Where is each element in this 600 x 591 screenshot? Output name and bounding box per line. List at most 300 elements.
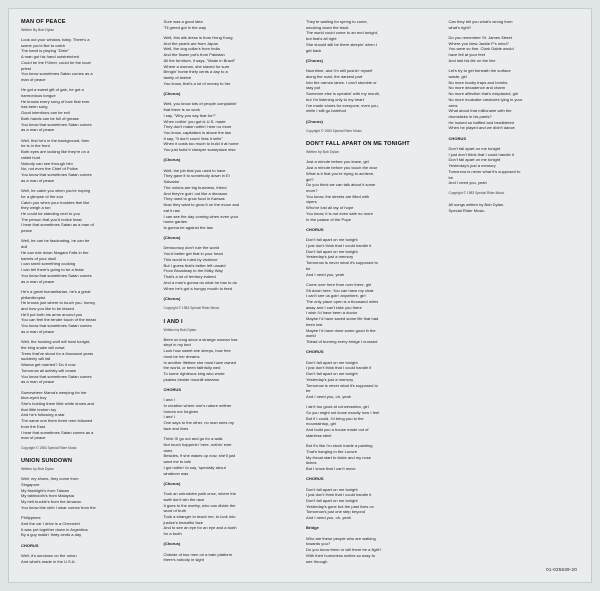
- section-label: Bridge: [306, 525, 319, 531]
- lyric-line: I just don't think that I could handle it: [306, 492, 372, 498]
- lyric-line: Let's try to get beneath the surface: [448, 68, 511, 74]
- lyric-line: the king snake will crawl: [21, 344, 65, 350]
- lyric-line: family of twelve: [163, 75, 192, 81]
- section-label: CHORUS: [21, 542, 39, 548]
- lyric-line: Not much happenin' here, nothin' ever: [163, 441, 232, 447]
- lyric-line: have fell at your feet: [448, 52, 485, 58]
- lyric-line: suddenly will fall: [21, 356, 51, 362]
- lyric-line: You know, that's a lot of money to her: [163, 80, 231, 86]
- lyric-line: And I need you, yeah: [448, 180, 487, 186]
- lyric-line: Been so long since a strange woman has: [163, 336, 238, 342]
- lyric-line: Do you remember St. James Street: [448, 34, 512, 40]
- lyric-line: You know that sometimes Satan comes: [21, 121, 92, 127]
- lyric-line: there's nobody in sight: [163, 557, 204, 563]
- lyric-line: They gave it to somebody down in El: [163, 173, 230, 179]
- lyric-line: Both hands can be full of grease: [21, 115, 80, 121]
- copyright-line: Copyright © 1983 Special Rider Music: [448, 190, 505, 195]
- lyric-line: Yesterday's gone but the past lives on: [306, 503, 374, 509]
- copyright-line: Copyright © 1983 Special Rider Music: [306, 128, 362, 133]
- lyric-line: I can't see us goin' anywhere, girl: [306, 293, 366, 299]
- lyric-line: be: [306, 265, 311, 271]
- lyric-line: Tomorrow's just one step beyond: [306, 509, 366, 515]
- lyric-line: Don't fall apart on me tonight: [306, 371, 358, 377]
- lyric-line: slept in my bed: [163, 342, 191, 348]
- lyric-line: Well, the job that you used to have: [163, 167, 226, 173]
- lyric-line: home garden: [163, 219, 188, 225]
- lyric-line: And the car I drive is a Chevrolet: [21, 520, 80, 526]
- lyric-line: I can see the day coming when even your: [163, 213, 239, 219]
- lyric-line: All the furniture, it says, "Made in Brazil": [163, 57, 236, 63]
- lyric-line: eat it raw: [163, 207, 180, 213]
- lyric-line: Both eyes are looking like they're on a: [21, 149, 90, 155]
- lyric-line: You know, it is not even safe no more: [306, 210, 373, 216]
- section-label: CHORUS: [306, 226, 324, 232]
- liner-notes-page: [8, 8, 592, 583]
- lyric-line: Where you blew Jackie P's mind?: [448, 40, 509, 46]
- lyric-line: Well, you know lots of people complainin': [163, 101, 238, 107]
- lyric-line: My throat start to tickle and my nose: [306, 454, 372, 460]
- lyric-line: They used to grow food in Kansas: [163, 196, 225, 202]
- lyric-line: Tomorrow all activity will cease: [21, 367, 77, 373]
- lyric-line: You know sometimes Satan comes as a: [21, 71, 93, 77]
- lyric-line: My flashlight's from Taiwan: [21, 487, 70, 493]
- lyric-line: And build you a house made out of: [306, 427, 369, 433]
- lyric-line: No more decadence and charm: [448, 85, 506, 91]
- lyric-line: Well, my shoes, they come from: [21, 476, 79, 482]
- lyric-line: When nothin' you got is U.S. made: [163, 118, 226, 124]
- lyric-line: 'Stead of burning every bridge I crossed: [306, 339, 378, 345]
- lyric-line: Don't fall apart on me tonight: [306, 237, 358, 243]
- lyric-line: That's hanging in the Louvre: [306, 448, 357, 454]
- lyric-line: When he played and we didn't dance: [448, 125, 515, 131]
- lyric-line: whatever was: [163, 470, 189, 476]
- lyric-line: And I need you, oh, yeah: [306, 394, 351, 399]
- lyric-line: Democracy don't rule the world: [163, 245, 220, 251]
- lyric-line: towards you?: [306, 541, 331, 547]
- lyric-line: A man got his hand outstretched: [21, 54, 80, 60]
- lyric-line: smoking down the track: [306, 24, 349, 30]
- lyrics-columns: [21, 19, 579, 567]
- lyric-line: that little broken toy: [21, 406, 57, 412]
- lyric-stanza: [21, 238, 152, 284]
- copyright-line: Copyright © 1983 Special Rider Music: [163, 306, 220, 311]
- lyric-line: see through: [306, 558, 328, 564]
- lyric-line: I wish I'd have been a doctor: [306, 310, 358, 316]
- lyric-line: Yesterday's just a memory: [448, 163, 496, 169]
- lyric-line: Think I'll go out and go for a walk: [163, 436, 223, 442]
- lyric-line: I and I: [163, 414, 175, 420]
- lyric-line: And to see an eye for an eye and a tooth: [163, 525, 237, 531]
- lyric-line: They're waiting for spring to come,: [306, 19, 368, 24]
- lyric-line: he is in the front: [21, 143, 50, 149]
- lyric-stanza: [21, 289, 152, 335]
- lyric-line: But it's like I'm stuck inside a painting: [306, 443, 373, 449]
- lyric-line: And laid his life on the line: [448, 57, 496, 63]
- lyric-line: be: [306, 388, 311, 394]
- lyric-stanza: [164, 397, 295, 431]
- lyric-stanza: [164, 168, 295, 231]
- lyric-line: Took an untrodden path once, where the: [163, 491, 236, 497]
- lyric-line: To some righteous king who wrote: [163, 371, 225, 377]
- lyric-line: He's a great humanitarian, he's a great: [21, 288, 91, 294]
- lyric-line: Tomorrow is never what it's supposed to: [448, 168, 521, 174]
- lyric-line: justice's beautiful face: [163, 519, 203, 525]
- lyric-line: Come over here from over there, girl: [306, 281, 372, 287]
- lyric-line: Noontime, and I'm still pushin' myself: [306, 68, 373, 74]
- catalog-number: 01-025539-20: [545, 567, 577, 572]
- lyric-stanza: [306, 360, 437, 400]
- lyric-line: Who are these people who are walking: [306, 535, 376, 541]
- lyric-line: He knows every song of love that ever: [21, 98, 90, 104]
- lyric-line: Well, first he's in the background, then: [21, 137, 90, 143]
- lyric-line: I've made shoes for everyone, even you,: [306, 102, 379, 108]
- lyric-line: peace: [21, 228, 33, 234]
- lyric-line: With their humorless smiles so easy to: [306, 552, 376, 558]
- song-title: DON'T FALL APART ON ME TONIGHT: [306, 141, 410, 148]
- lyric-line: and how you like to be kissed: [21, 305, 74, 311]
- lyric-line: stainless steel: [306, 432, 332, 438]
- lyric-stanza: [21, 87, 152, 133]
- lyric-line: stay put: [306, 85, 321, 91]
- lyric-line: that there is no work: [163, 107, 200, 113]
- lyric-line: But I know that I can't move: [306, 466, 356, 472]
- lyric-line: I just don't think that I could handle it: [306, 242, 372, 248]
- lyric-line: away and I can't take you there: [306, 304, 362, 310]
- lyric-line: Good intentions can be evil: [21, 110, 70, 116]
- lyric-line: And the flower pot's from Pakistan: [163, 52, 225, 58]
- lyric-line: Now they want to grow it on the moon and: [163, 202, 240, 208]
- lyric-stanza: [449, 202, 580, 213]
- section-label: (Chorus): [306, 118, 323, 124]
- lyric-line: but that's all right: [306, 36, 337, 42]
- lyric-line: When he's got a hungry mouth to feed: [163, 285, 232, 291]
- lyric-line: And they're goin' out like a dinosaur: [163, 190, 228, 196]
- lyric-line: face and lives: [163, 425, 189, 431]
- section-label: (Chorus): [163, 91, 181, 97]
- section-label: (Chorus): [306, 57, 323, 63]
- section-label: (Chorus): [163, 235, 181, 241]
- lyric-line: One says to the other, no man sees my: [163, 420, 234, 426]
- lyric-line: Don't fall apart on me tonight: [306, 248, 358, 254]
- lyric-line: You know, capitalism is above the law: [163, 129, 232, 135]
- lyric-line: Someone else is speakin' with my mouth,: [306, 91, 381, 97]
- lyric-stanza: [449, 35, 580, 64]
- lyric-stanza: [164, 436, 295, 476]
- lyric-line: No more mudcake creatures lying in your: [448, 96, 523, 102]
- lyric-line: You can feel the tender touch of the beast: [21, 317, 96, 323]
- lyric-line: as a man of peace: [21, 328, 55, 334]
- lyric-line: The unions are big business, friend: [163, 184, 227, 190]
- lyric-stanza: [306, 68, 437, 114]
- lyric-stanza: [21, 138, 152, 184]
- lyric-line: Who've lost all ray of hope: [306, 205, 354, 211]
- lyric-line: Sure was a good idea: [163, 19, 203, 24]
- lyric-line: Wanna get married? Do it now: [21, 362, 76, 368]
- lyric-stanza: [306, 282, 437, 345]
- lyric-line: Look how sweet she sleeps, how free: [163, 348, 231, 354]
- lyric-line: itches: [306, 460, 317, 466]
- lyric-stanza: [306, 237, 437, 277]
- lyric-line: as a man of peace: [21, 278, 55, 284]
- lyric-line: What about that millionaire with the: [448, 108, 512, 114]
- lyric-line: So you might not know exactly how I feel: [306, 409, 380, 415]
- lyric-line: want me to talk: [163, 459, 191, 465]
- lyric-line: Philippines: [21, 515, 41, 521]
- lyric-line: as a man of peace: [21, 379, 55, 385]
- lyric-line: get back: [306, 47, 322, 53]
- lyric-line: as a man of peace: [21, 177, 55, 183]
- lyric-line: dull: [21, 244, 28, 250]
- lyric-line: He can ride down Niagara Falls in the: [21, 249, 89, 255]
- lyric-line: along the road, the darkest part: [306, 73, 363, 79]
- lyric-line: I say, "Why you say that for?": [163, 112, 217, 118]
- lyric-line: Well, the howling wolf will howl tonight,: [21, 339, 91, 345]
- lyric-line: That's a lot of territory indeed: [163, 274, 216, 280]
- lyric-line: philanthropist: [21, 294, 46, 300]
- lyric-line: Maybe I'd have done some good in the: [306, 327, 376, 333]
- lyric-line: Tomorrow is never what it's supposed to: [306, 260, 378, 266]
- lyric-line: Nobody can see through him: [21, 160, 73, 166]
- lyric-line: In another lifetime she must have owned: [163, 359, 237, 365]
- lyric-line: You know that sometimes Satan comes: [21, 272, 92, 278]
- lyric-line: but I'm listening only to my heart: [306, 96, 364, 102]
- lyric-line: for a glimpse of the sun: [21, 193, 64, 199]
- lyric-line: I hear that sometimes Satan comes as a: [21, 429, 94, 435]
- lyric-line: Outside of two men on a train platform: [163, 551, 233, 557]
- lyric-stanza: [21, 515, 152, 538]
- lyric-line: I can tell there's going to be a feast: [21, 267, 84, 273]
- lyric-stanza: [306, 443, 437, 472]
- lyric-line: He'll put both his arms around you: [21, 311, 83, 317]
- song-title: UNION SUNDOWN: [21, 458, 73, 465]
- lyric-line: The same one them three men followed: [21, 418, 93, 424]
- song-title: I AND I: [163, 318, 183, 325]
- lyric-line: Don't fall apart on me tonight: [306, 498, 358, 504]
- lyric-line: No more affection that's misplaced, girl: [448, 91, 519, 97]
- lyric-line: From Broadway to the Milky Way: [163, 268, 223, 274]
- lyric-line: drumsticks in his pants?: [448, 114, 492, 120]
- lyric-line: Don't fall apart on me tonight: [306, 359, 358, 365]
- lyric-line: My belt buckle's from the Amazon: [21, 499, 82, 505]
- lyric-line: swift don't win the race: [163, 496, 205, 502]
- lyric-line: Could be the Führer, could be the local: [21, 59, 91, 65]
- lyric-line: Can they tell you what's wrong from: [448, 19, 513, 24]
- lyric-line: Just a minute before you touch the door: [306, 165, 378, 171]
- lyric-line: She should still be there sleepin' when I: [306, 41, 377, 47]
- lyric-line: You know that sometimes Satan comes: [21, 172, 92, 178]
- lyric-stanza: [21, 476, 152, 510]
- section-label: CHORUS: [306, 349, 324, 355]
- lyric-stanza: [449, 68, 580, 131]
- lyric-line: No, not even the Chief of Police: [21, 166, 78, 172]
- lyric-line: waste, girl: [448, 73, 467, 79]
- lyric-line: man of peace: [21, 435, 46, 441]
- lyric-stanza: [306, 404, 437, 438]
- lyric-line: Salvador: [163, 179, 180, 185]
- lyric-line: Well, the dog collar's from India: [163, 46, 220, 52]
- lyric-line: Yesterday's just a memory: [306, 254, 354, 260]
- song-credit: Written By Bob Dylan: [21, 27, 55, 32]
- lyric-line: When it costs too much to build it at home: [163, 141, 239, 147]
- section-label: CHORUS: [306, 476, 324, 482]
- lyric-line: You know that sometimes Satan comes: [21, 323, 92, 329]
- lyric-line: He could be standing next to you: [21, 210, 80, 216]
- lyric-line: Maybe I'd have saved some life that had: [306, 316, 379, 322]
- lyric-line: And the pearls are from Japan: [163, 40, 218, 46]
- lyric-line: Do you think we can talk about it some: [306, 182, 376, 188]
- lyric-line: more?: [306, 188, 318, 193]
- lyric-line: And I need you, yeah: [306, 271, 345, 277]
- lyric-line: Besides, if she wakes up now, she'll just: [163, 453, 236, 459]
- lyric-line: It was put together down in Argentina: [21, 526, 88, 532]
- lyric-line: But I guess that's better left unsaid: [163, 262, 226, 268]
- song: [21, 19, 152, 450]
- lyric-line: The only place open is a thousand miles: [306, 298, 379, 304]
- lyric-line: arms: [448, 102, 458, 108]
- lyric-line: has been sung: [21, 104, 48, 110]
- lyric-line: The world could come to an end tonight,: [306, 30, 378, 36]
- lyric-line: Sit down here. You can have my chair: [306, 287, 374, 293]
- lyric-line: Into the narrow lanes. I can't stumble or: [306, 79, 377, 85]
- lyric-line: They don't make nothin' here no more: [163, 124, 232, 130]
- song-credit: Written by Bob Dylan: [21, 467, 54, 472]
- lyric-line: Don't fall apart on me tonight: [448, 145, 501, 151]
- lyric-stanza: [21, 339, 152, 385]
- lyric-line: man of peace: [21, 77, 46, 83]
- lyric-line: what's right?: [448, 24, 472, 30]
- lyric-line: Catch you when your troubles feel like: [21, 199, 90, 205]
- lyric-stanza: [21, 188, 152, 234]
- section-label: CHORUS: [448, 135, 467, 141]
- lyric-line: Somewhere Mama's weeping for her: [21, 389, 87, 395]
- lyric-stanza: [164, 101, 295, 153]
- lyric-line: Do you know them or will there be a fight?: [306, 547, 382, 553]
- lyric-line: And I need you, oh, yeah: [306, 515, 351, 521]
- lyric-line: You know that sometimes Satan comes: [21, 373, 92, 379]
- lyric-line: And what's made in the U.S.A.: [21, 558, 76, 564]
- lyric-line: And he's following a star: [21, 412, 65, 418]
- lyric-line: I just don't think that I could handle it: [448, 151, 514, 157]
- lyric-line: while I still go barefoot: [306, 108, 347, 114]
- lyric-line: It say, "It don't count 'less it sells": [163, 135, 223, 141]
- lyric-line: It goes to the worthy, who can divide the: [163, 502, 236, 508]
- lyric-line: from the East: [21, 423, 46, 429]
- song-title: MAN OF PEACE: [21, 19, 66, 25]
- lyric-line: In the palace of the Pope: [306, 216, 351, 222]
- lyric-line: Special Rider Music.: [448, 208, 486, 213]
- lyric-line: And a man's gonna do what he has to do: [163, 279, 237, 285]
- song-credit: Written by Bob Dylan: [306, 150, 339, 155]
- section-label: (Chorus): [163, 295, 181, 301]
- lyric-line: This world is ruled by violence: [163, 256, 218, 262]
- lyric-line: Look out your window, baby. There's a: [21, 36, 90, 42]
- lyric-line: Well, he can be fascinating, he can be: [21, 238, 90, 244]
- lyric-line: mountaintop, girl: [306, 421, 336, 427]
- lyric-line: I hear that sometimes Satan as a man of: [21, 222, 94, 228]
- lyric-line: Bringin' home thirty cents a day to a: [163, 69, 228, 75]
- lyric-line: Well, this silk dress is from Hong Kong: [163, 34, 233, 40]
- lyric-line: blue-eyed boy: [21, 395, 47, 401]
- lyric-line: What is it that you're trying to achieve,: [306, 170, 375, 176]
- lyric-line: harmonious tongue: [21, 93, 56, 99]
- lyric-line: By a guy makin' thirty cents a day: [21, 532, 82, 538]
- lyric-line: word of truth: [163, 508, 186, 514]
- lyric-line: Where a woman, she slaved for sure: [163, 63, 230, 69]
- lyric-line: You just build it cheaper someplace else: [163, 147, 236, 153]
- lyric-line: Well, it's sundown on the union: [21, 552, 77, 558]
- lyric-line: You'd better get that in your head: [163, 251, 223, 257]
- lyric-line: He knows just where to touch you, honey,: [21, 300, 96, 306]
- lyric-line: they weigh a ton: [21, 205, 51, 211]
- copyright-line: Copyright © 1983 Special Rider Music: [21, 445, 77, 450]
- lyric-stanza: [306, 159, 437, 222]
- lyric-line: The person that you'd notice least: [21, 216, 82, 222]
- lyric-line: rabbit hunt: [21, 154, 41, 160]
- lyric-line: Singapore: [21, 481, 40, 487]
- song-credit: Written by Bob Dylan: [163, 327, 197, 332]
- lyric-stanza: [164, 337, 295, 383]
- lyric-line: 'Til greed got in the way: [163, 24, 206, 30]
- lyric-line: Don't fall apart on me tonight: [306, 486, 358, 492]
- lyric-line: the world, or been faithfully wed: [163, 365, 221, 371]
- lyric-line: I can smell something cooking: [21, 261, 76, 267]
- lyric-line: honors nor forgives: [163, 408, 199, 414]
- lyric-line: for a tooth: [163, 531, 182, 537]
- section-label: (Chorus): [163, 480, 181, 486]
- lyric-line: priest: [21, 65, 31, 71]
- lyric-line: Yesterday's just a memory: [306, 376, 354, 382]
- lyric-line: You know this shirt I wear comes from the: [21, 504, 96, 510]
- lyric-line: I and I: [163, 397, 175, 403]
- lyric-line: My tablecloth's from Malaysia: [21, 493, 74, 499]
- lyric-line: vipers: [306, 199, 317, 205]
- lyric-line: In creation where one's nature neither: [163, 403, 232, 408]
- lyric-line: does: [163, 447, 173, 453]
- lyric-line: I ain't too good at conversation, girl: [306, 404, 369, 410]
- lyric-stanza: [21, 37, 152, 83]
- lyric-line: Tomorrow is never what it's supposed to: [306, 382, 378, 388]
- section-label: (Chorus): [163, 157, 181, 163]
- lyric-line: All songs written by Bob Dylan.: [448, 202, 505, 208]
- lyric-line: been lost: [306, 321, 323, 327]
- lyric-stanza: [449, 146, 580, 186]
- lyric-line: I just don't think that I could handle it: [306, 365, 372, 371]
- lyric-line: But if I could, I'd bring you to the: [306, 415, 364, 421]
- lyric-line: scene you'd like to catch: [21, 42, 65, 48]
- lyric-stanza: [164, 491, 295, 537]
- lyric-line: Is gonna be against the law: [163, 225, 213, 230]
- lyric-line: Just a minute before you leave, girl: [306, 159, 369, 165]
- lyric-line: I got nothin' to say, 'specially about: [163, 464, 226, 470]
- lyric-line: He got a sweet gift of gab, he got a: [21, 87, 84, 93]
- lyric-stanza: [21, 390, 152, 442]
- lyric-line: as a man of peace: [21, 127, 55, 133]
- lyric-line: Trees that've stood for a thousand years: [21, 350, 94, 356]
- lyric-line: Don't fall apart on me tonight: [448, 157, 501, 163]
- lyric-line: Well, he catch you when you're hoping: [21, 188, 91, 194]
- lyric-line: You were so fine. Clark Gable would: [448, 46, 514, 52]
- lyric-line: must be her dreams: [163, 353, 200, 359]
- section-label: (Chorus): [163, 541, 181, 547]
- lyric-line: The band is playing "Dixie": [21, 48, 70, 54]
- lyric-line: He looked so baffled and bewildered: [448, 119, 514, 125]
- lyric-line: barrels of your skull: [21, 255, 57, 261]
- lyric-line: girl?: [306, 176, 314, 182]
- lyric-line: Took a stranger to teach me, to look into: [163, 513, 236, 519]
- section-label: CHORUS: [163, 387, 182, 393]
- lyric-line: She's holding them little white shoes and: [21, 401, 94, 406]
- lyric-line: No more booby traps and bombs: [448, 79, 508, 85]
